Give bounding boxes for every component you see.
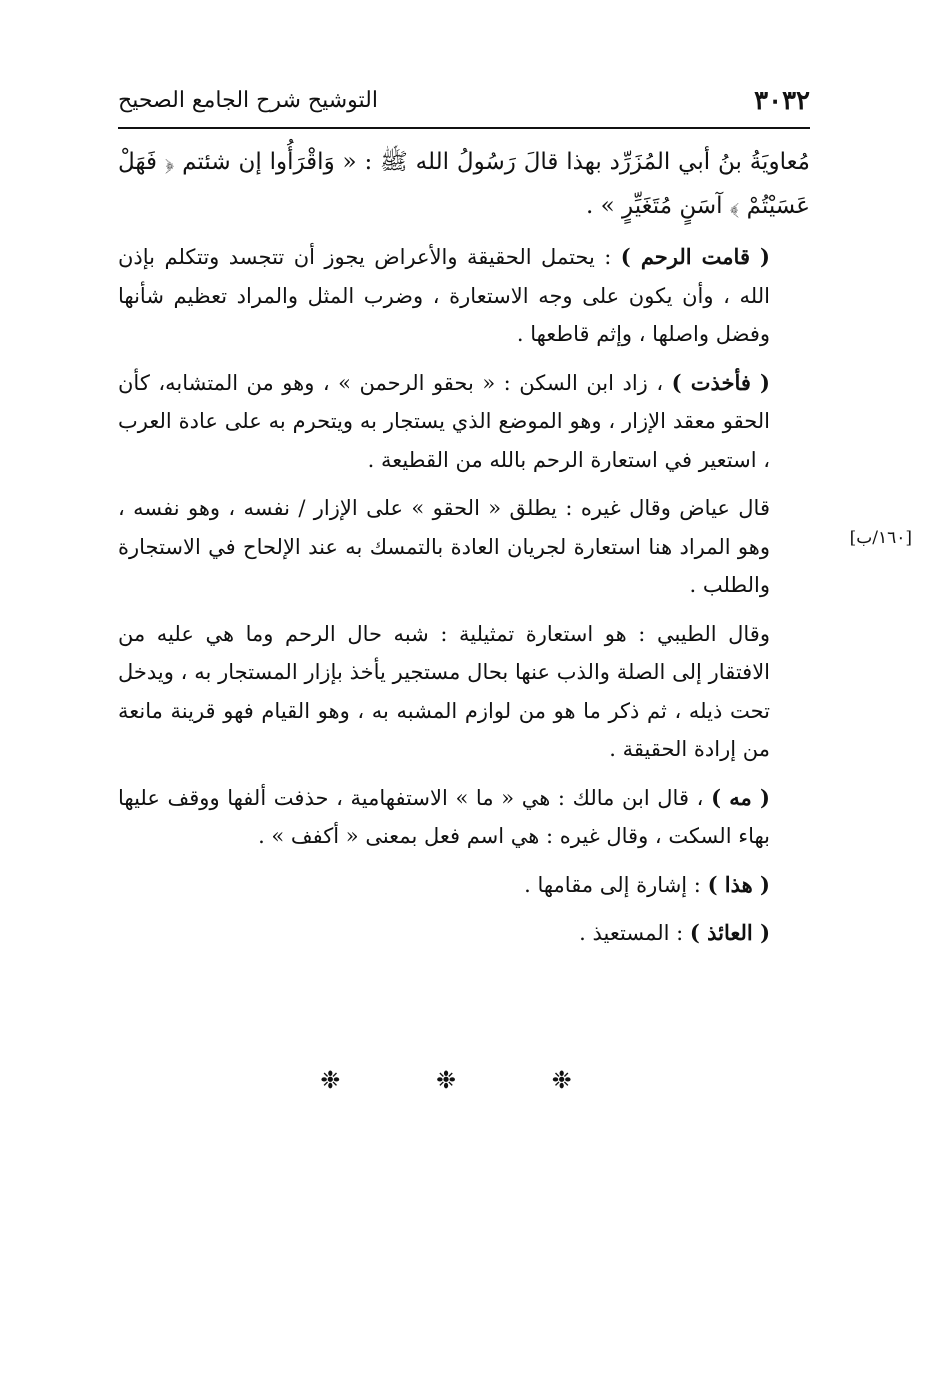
lemma-hadha: ( هذا ) [707, 871, 770, 897]
lemma-mah: ( مه ) [711, 784, 770, 810]
commentary-text: : إشارة إلى مقامها . [524, 872, 708, 897]
lemma-al-aidh: ( العائذ ) [689, 920, 770, 945]
paragraph-tibi: وقال الطيبي : هو استعارة تمثيلية : شبه حال الرحم وما هي عليه من الافتقار إلى الصلة والذب عنها بحال مستجير يأخذ بإزار المستجار به ، ويدخل تحت ذيله ، ثم ذكر ما هو من لوازم المشبه به ، وهو القيام فهو قرينة مانعة من إرادة الحقيقة . [118, 621, 770, 761]
running-title: التوشيح شرح الجامع الصحيح [118, 88, 378, 113]
paragraph-iyad: قال عياض وقال غيره : يطلق « الحقو » على الإزار / نفسه ، وهو نفسه ، وهو المراد هنا استعارة لجريان العادة بالتمسك به عند الإلحاح في الاستجارة والطلب . [118, 496, 770, 597]
commentary-text: ، زاد ابن السكن : « بحقو الرحمن » ، وهو من المتشابه، كأن الحقو معقد الإزار ، وهو الموضع الذي يستجار به ويتحرم به على عادة العرب ، استعير في استعارة الرحم بالله من القطيعة . [118, 370, 770, 472]
page-number: ٣٠٣٢ [754, 86, 810, 116]
header-rule [118, 127, 810, 129]
lemma-fa-akhadhat: ( فأخذت ) [671, 369, 770, 395]
paragraph-al-aidh [118, 914, 810, 953]
manuscript-folio-marker: [١٦٠/ب] [849, 528, 912, 548]
page-body [118, 140, 810, 963]
paragraph-qamat-al-rahim [118, 238, 810, 354]
lemma-qamat-al-rahim: ( قامت الرحم ) [620, 244, 770, 269]
commentary-text: ، قال ابن مالك : هي « ما » الاستفهامية ، حذفت ألفها ووقف عليها بهاء السكت ، وقال غيره : هي اسم فعل بمعنى « أكفف » . [118, 785, 770, 848]
paragraph-hadha [118, 866, 810, 905]
commentary-text: : المستعيذ . [579, 921, 690, 945]
paragraph-fa-akhadhat [118, 364, 810, 480]
commentary-text: : يحتمل الحقيقة والأعراض يجوز أن تتجسد وتتكلم بإذن الله ، وأن يكون على وجه الاستعارة ، وضرب المثل والمراد تعظيم شأنها وفضل واصلها ، وإثم قاطعها . [118, 245, 770, 346]
paragraph-mah [118, 779, 810, 856]
page-header [118, 80, 810, 130]
section-end-ornaments: ❉ ❉ ❉ [320, 1066, 616, 1094]
paragraph-hadith-text: مُعاويَةُ بنُ أبي المُزَرِّد بهذا قالَ رَسُولُ الله ﷺ : « وَاقْرَأُوا إن شئتم ﴿ فَهَلْ عَسَيْتُمْ ﴾ آسَنٍ مُتَغَيِّرٍ » . [118, 149, 810, 219]
